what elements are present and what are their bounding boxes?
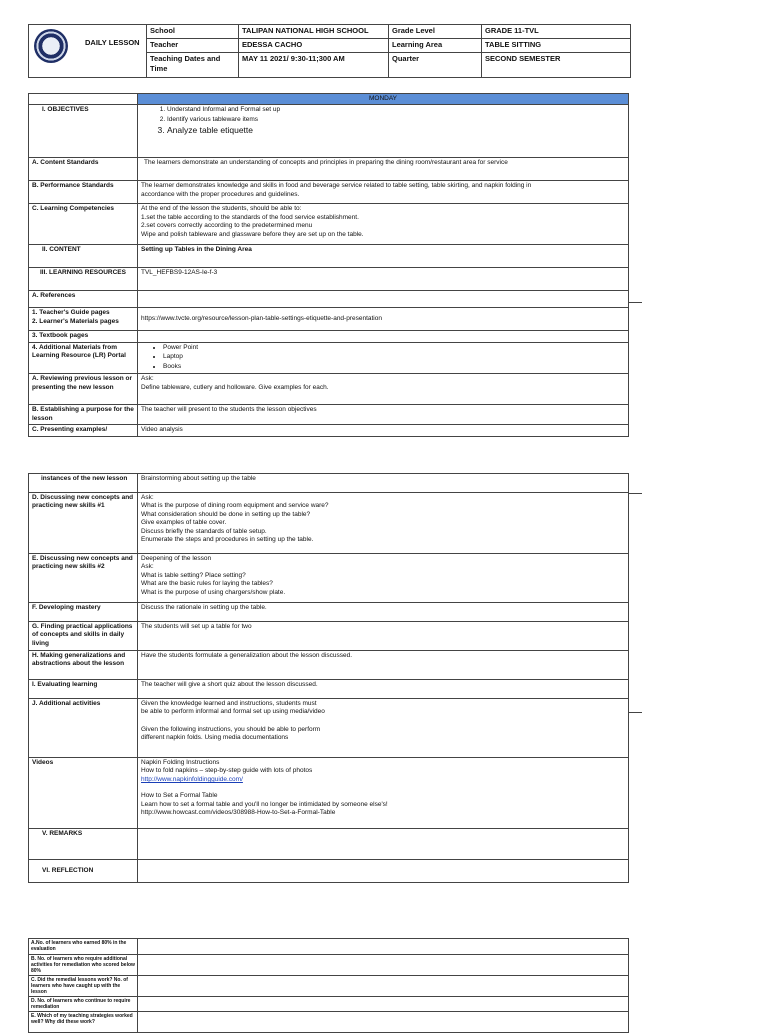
- performance-standards-cell: [138, 181, 629, 204]
- additional-materials-cell: [138, 342, 629, 373]
- content-label-text: II. CONTENT: [42, 246, 81, 254]
- reflection-question: D. No. of learners who continue to require remediation: [29, 997, 138, 1012]
- daily-lesson-title: DAILY LESSON: [85, 38, 140, 47]
- practical-text: The students will set up a table for two: [138, 622, 629, 651]
- reviewing-line: Define tableware, cutlery and holloware. Give examples for each.: [141, 383, 329, 391]
- discussing2-line: Ask:: [141, 563, 154, 571]
- reflection-answer: [138, 997, 629, 1012]
- reflection-answer: [138, 955, 629, 976]
- school-seal-icon: [34, 29, 68, 63]
- reflection-questions-table: [28, 938, 629, 1033]
- remarks-label-text: V. REMARKS: [42, 830, 83, 837]
- videos-spacer: [141, 784, 625, 792]
- reviewing-label: A. Reviewing previous lesson or presenting the new lesson: [29, 374, 138, 405]
- resources-label: [29, 268, 138, 291]
- discussing2-label: E. Discussing new concepts and practicing new skills #2: [29, 554, 138, 603]
- margin-mark: [628, 302, 642, 303]
- purpose-text: The teacher will present to the students the lesson objectives: [138, 405, 629, 425]
- discussing2-line: Deepening of the lesson: [141, 555, 212, 562]
- reflection-answer: [138, 939, 629, 955]
- reflection-label: [29, 860, 138, 883]
- grade-level-label: Grade Level: [389, 25, 482, 39]
- evaluating-label: I. Evaluating learning: [29, 680, 138, 699]
- videos-line: Napkin Folding Instructions: [141, 759, 220, 766]
- guides-url: https://www.tvcte.org/resource/lesson-plan-table-settings-etiquette-and-presentation: [138, 308, 629, 331]
- discussing2-line: What are the basic rules for laying the tables?: [141, 580, 273, 588]
- logo-cell: [29, 25, 147, 78]
- additional-materials-label: 4. Additional Materials from Learning Resource (LR) Portal: [29, 342, 138, 373]
- school-label: School: [147, 25, 239, 39]
- instances-label: instances of the new lesson: [29, 474, 138, 493]
- practical-label: G. Finding practical applications of concepts and skills in daily living: [29, 622, 138, 651]
- quarter-label: Quarter: [389, 53, 482, 78]
- performance-standards-label: B. Performance Standards: [29, 181, 138, 204]
- learning-area-label: Learning Area: [389, 39, 482, 53]
- discussing1-label: D. Discussing new concepts and practicing new skills #1: [29, 493, 138, 554]
- discussing1-line: Give examples of table cover.: [141, 519, 227, 527]
- reflection-answer: [138, 976, 629, 997]
- material-item: • Laptop: [163, 353, 625, 361]
- reflection-label-text: VI. REFLECTION: [42, 866, 94, 874]
- additional-line: Given the knowledge learned and instructions, students must: [141, 700, 317, 707]
- margin-mark: [628, 712, 642, 713]
- evaluating-text: The teacher will give a short quiz about the lesson discussed.: [138, 680, 629, 699]
- performance-line: accordance with the proper procedures and guidelines.: [141, 190, 300, 198]
- content-standards-label: A. Content Standards: [29, 158, 138, 181]
- teachers-guide-label: 1. Teacher's Guide pages: [32, 309, 110, 317]
- resources-text: TVL_HEFBS9-12AS-Ie-f-3: [138, 268, 629, 291]
- objective-item: 1. Understand Informal and Formal set up: [167, 106, 625, 114]
- objectives-label-text: I. OBJECTIVES: [42, 106, 89, 114]
- competency-line: Wipe and polish tableware and glassware before they are set up on the table.: [141, 230, 364, 238]
- competency-line: At the end of the lesson the students, should be able to:: [141, 205, 302, 213]
- content-standards-text: The learners demonstrate an understanding of concepts and principles in preparing the dining room/restaurant area for service: [138, 158, 629, 181]
- learners-materials-label: 2. Learner's Materials pages: [32, 317, 119, 325]
- discussing2-cell: [138, 554, 629, 603]
- discussing1-line: Enumerate the steps and procedures in setting up the table.: [141, 536, 314, 544]
- additional-activities-label: J. Additional activities: [29, 699, 138, 758]
- videos-line: How to fold napkins – step-by-step guide with lots of photos: [141, 767, 313, 775]
- discussing2-line: What is the purpose of using chargers/show plate.: [141, 588, 286, 596]
- discussing1-line: Ask:: [141, 494, 154, 501]
- videos-line: Learn how to set a formal table and you'll no longer be intimidated by someone else's!: [141, 800, 388, 808]
- videos-label: Videos: [29, 758, 138, 829]
- reflection-question: E. Which of my teaching strategies worked well? Why did these work?: [29, 1012, 138, 1033]
- dates-value: MAY 11 2021/ 9:30-11;300 AM: [239, 53, 389, 78]
- competency-line: 1.set the table according to the standards of the food service establishment.: [141, 213, 359, 221]
- objective-item: 3. Analyze table etiquette: [167, 125, 625, 136]
- discussing1-cell: [138, 493, 629, 554]
- resources-label-text: III. LEARNING RESOURCES: [40, 269, 126, 277]
- content-text: Setting up Tables in the Dining Area: [138, 245, 629, 268]
- textbook-label: 3. Textbook pages: [29, 331, 138, 342]
- reflection-answer: [138, 1012, 629, 1033]
- discussing2-line: What is table setting? Place setting?: [141, 571, 246, 579]
- additional-line: [141, 717, 625, 726]
- reviewing-line: Ask:: [141, 375, 154, 383]
- competencies-cell: [138, 204, 629, 245]
- reflection-question: C. Did the remedial lessons work? No. of learners who have caught up with the lesson: [29, 976, 138, 997]
- reflection-question: A.No. of learners who earned 80% in the evaluation: [29, 939, 138, 955]
- howcast-link[interactable]: http://www.howcast.com/videos/308988-How-to-Set-a-Formal-Table: [141, 809, 336, 817]
- dates-label: Teaching Dates and Time: [147, 53, 239, 78]
- textbook-empty: [138, 331, 629, 342]
- remarks-label: [29, 829, 138, 860]
- additional-line: be able to perform informal and formal set up using media/video: [141, 708, 325, 716]
- material-item: • Books: [163, 363, 625, 371]
- reflection-question: B. No. of learners who require additional activities for remediation who scored below 80%: [29, 955, 138, 976]
- material-item: • Power Point: [163, 344, 625, 352]
- napkin-guide-link[interactable]: http://www.napkinfoldingguide.com/: [141, 775, 243, 783]
- references-label: A. References: [29, 291, 138, 308]
- objective-item: 2. Identify various tableware items: [167, 116, 625, 124]
- content-label: [29, 245, 138, 268]
- competencies-label: C. Learning Competencies: [29, 204, 138, 245]
- performance-line: The learner demonstrates knowledge and skills in food and beverage service related to table setting, table skirting, and napkin folding in: [141, 182, 532, 190]
- discussing1-line: What consideration should be done in setting up the table?: [141, 510, 311, 518]
- remarks-empty: [138, 829, 629, 860]
- day-header-spacer: [29, 94, 138, 105]
- additional-line: Given the following instructions, you should be able to perform: [141, 725, 321, 733]
- reviewing-cell: [138, 374, 629, 405]
- videos-cell: [138, 758, 629, 829]
- references-empty: [138, 291, 629, 308]
- generalizations-label: H. Making generalizations and abstractions about the lesson: [29, 651, 138, 680]
- instances-text: Brainstorming about setting up the table: [138, 474, 629, 493]
- school-value: TALIPAN NATIONAL HIGH SCHOOL: [239, 25, 389, 39]
- videos-line: How to Set a Formal Table: [141, 792, 218, 800]
- lesson-table-part1: [28, 93, 629, 437]
- guides-label-cell: [29, 308, 138, 331]
- teacher-label: Teacher: [147, 39, 239, 53]
- objectives-label: [29, 105, 138, 158]
- objectives-cell: [138, 105, 629, 158]
- margin-mark: [628, 493, 642, 494]
- learning-area-value: TABLE SITTING: [482, 39, 631, 53]
- lesson-table-part2: [28, 473, 629, 883]
- quarter-value: SECOND SEMESTER: [482, 53, 631, 78]
- discussing1-line: Discuss briefly the standards of table setup.: [141, 527, 267, 535]
- reflection-empty: [138, 860, 629, 883]
- header-table: [28, 24, 631, 78]
- presenting-text: Video analysis: [138, 425, 629, 436]
- mastery-text: Discuss the rationale in setting up the table.: [138, 603, 629, 622]
- discussing1-line: What is the purpose of dining room equipment and service ware?: [141, 502, 329, 510]
- teacher-value: EDESSA CACHO: [239, 39, 389, 53]
- grade-level-value: GRADE 11-TVL: [482, 25, 631, 39]
- purpose-label: B. Establishing a purpose for the lesson: [29, 405, 138, 425]
- generalizations-text: Have the students formulate a generalization about the lesson discussed.: [138, 651, 629, 680]
- day-header: MONDAY: [138, 94, 629, 105]
- mastery-label: F. Developing mastery: [29, 603, 138, 622]
- competency-line: 2.set covers correctly according to the predetermined menu: [141, 222, 313, 230]
- presenting-label: C. Presenting examples/: [29, 425, 138, 436]
- additional-activities-cell: [138, 699, 629, 758]
- additional-line: different napkin folds. Using media documentations: [141, 734, 289, 742]
